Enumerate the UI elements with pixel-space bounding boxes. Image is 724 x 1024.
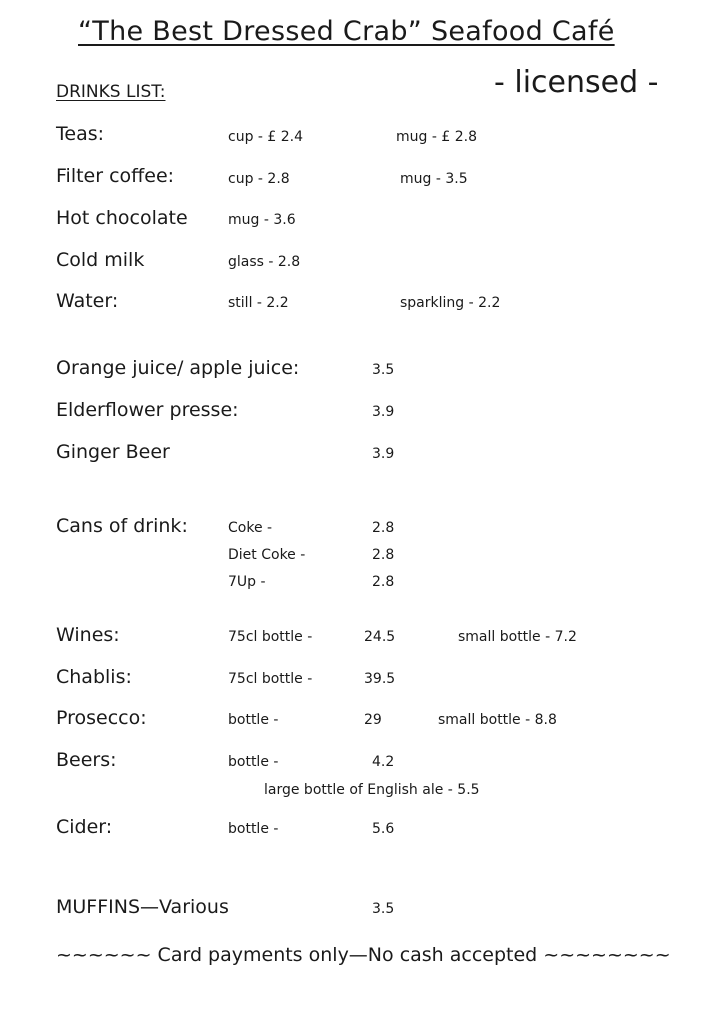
can-item-price: 2.8 <box>372 520 395 536</box>
filter-coffee-cup-price: cup - 2.8 <box>228 171 290 187</box>
cider-label: Cider: <box>56 816 113 838</box>
teas-mug-price: mug - £ 2.8 <box>396 129 477 145</box>
prosecco-small-bottle-price: small bottle - 8.8 <box>438 712 557 728</box>
wines-75cl-label: 75cl bottle - <box>228 629 313 645</box>
filter-coffee-label: Filter coffee: <box>56 165 175 187</box>
can-item-label: Diet Coke - <box>228 547 306 563</box>
cold-milk-label: Cold milk <box>56 249 145 271</box>
water-label: Water: <box>56 290 119 312</box>
chablis-label: Chablis: <box>56 666 132 688</box>
filter-coffee-mug-price: mug - 3.5 <box>400 171 468 187</box>
cider-bottle-price: 5.6 <box>372 821 395 837</box>
teas-cup-price: cup - £ 2.4 <box>228 129 304 145</box>
beers-bottle-label: bottle - <box>228 754 279 770</box>
cans-of-drink-label: Cans of drink: <box>56 515 188 537</box>
hot-chocolate-label: Hot chocolate <box>56 207 188 229</box>
licensed-label: - licensed - <box>494 65 659 100</box>
wines-75cl-price: 24.5 <box>364 629 396 645</box>
can-item-price: 2.8 <box>372 574 395 590</box>
water-sparkling-price: sparkling - 2.2 <box>400 295 501 311</box>
cold-milk-price: glass - 2.8 <box>228 254 301 270</box>
can-item-label: Coke - <box>228 520 273 536</box>
muffins-label: MUFFINS—Various <box>56 896 229 918</box>
wines-small-bottle-price: small bottle - 7.2 <box>458 629 577 645</box>
prosecco-bottle-label: bottle - <box>228 712 279 728</box>
muffins-price: 3.5 <box>372 901 395 917</box>
elderflower-presse-price: 3.9 <box>372 404 395 420</box>
chablis-75cl-price: 39.5 <box>364 671 396 687</box>
beers-bottle-price: 4.2 <box>372 754 395 770</box>
teas-label: Teas: <box>56 123 105 145</box>
cider-bottle-label: bottle - <box>228 821 279 837</box>
elderflower-presse-label: Elderflower presse: <box>56 399 239 421</box>
ginger-beer-label: Ginger Beer <box>56 441 170 463</box>
ginger-beer-price: 3.9 <box>372 446 395 462</box>
can-item-label: 7Up - <box>228 574 266 590</box>
chablis-75cl-label: 75cl bottle - <box>228 671 313 687</box>
can-item-price: 2.8 <box>372 547 395 563</box>
orange-apple-juice-price: 3.5 <box>372 362 395 378</box>
drinks-list-heading: DRINKS LIST: <box>56 82 166 102</box>
payment-notice: ~~~~~~ Card payments only—No cash accepted ~~~~~~~~ <box>56 944 671 966</box>
beers-english-ale-price: large bottle of English ale - 5.5 <box>264 782 480 798</box>
hot-chocolate-price: mug - 3.6 <box>228 212 296 228</box>
menu-title: “The Best Dressed Crab” Seafood Café <box>78 16 615 47</box>
prosecco-label: Prosecco: <box>56 707 147 729</box>
wines-label: Wines: <box>56 624 120 646</box>
orange-apple-juice-label: Orange juice/ apple juice: <box>56 357 300 379</box>
water-still-price: still - 2.2 <box>228 295 289 311</box>
beers-label: Beers: <box>56 749 117 771</box>
prosecco-bottle-price: 29 <box>364 712 382 728</box>
